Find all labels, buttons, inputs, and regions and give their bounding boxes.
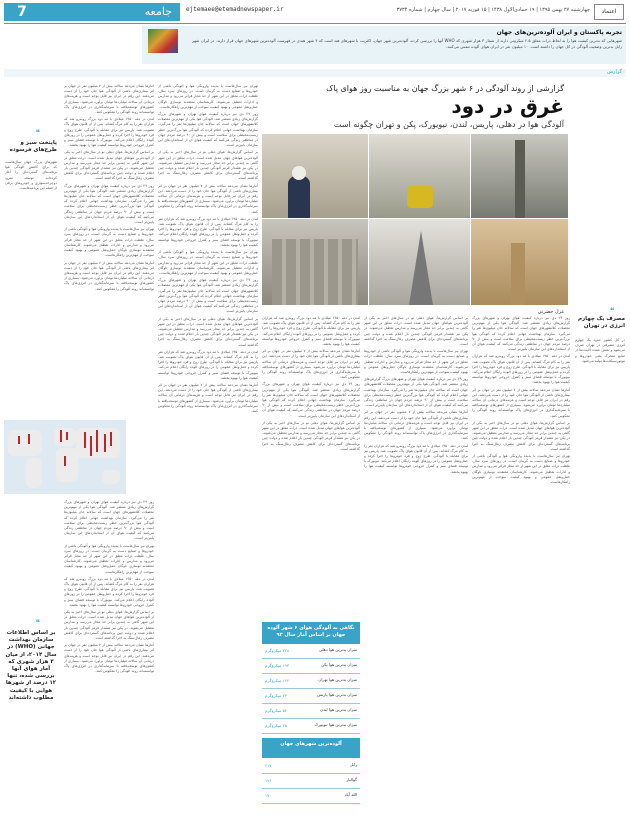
masked-person-figure	[288, 176, 310, 218]
article-paragraph: تهران نیز سال‌هاست با پدیده وارونگی هوا و آلودگی ناشی از خودروها و صنایع دست به گریبان است. در روزهای سرد سال، غلظت ذرات معلق در این شهر از حد مجاز فراتر می‌رود و مدارس و ادارات تعطیل می‌شوند. کارشناسان معتقدند نوسازی ناوگان حمل‌ونقل عمومی و بهبود کیفیت سوخت از مهم‌ترین راهکارهاست.	[158, 84, 258, 109]
table-row	[262, 659, 360, 674]
map-land-australia	[102, 470, 120, 484]
article-paragraph: آمارها نشان می‌دهد سالانه بیش از ۷ میلیون نفر در جهان بر اثر بیماری‌های ناشی از آلودگی هوا جان خود را از دست می‌دهند. این رقم در ایران نیز قابل توجه است و هزینه‌های درمانی آن سالانه میلیاردها تومان برآورد می‌شود. بسیاری از کشورهای توسعه‌یافته با سرمایه‌گذاری در انرژی‌های پاک توانسته‌اند روند آلودگی را معکوس کنند.	[262, 349, 360, 380]
table-row	[262, 719, 360, 734]
table-row	[262, 689, 360, 704]
map-marker	[64, 456, 66, 466]
left-sidebar-title: پایتخت سبز و طرح‌های فرسوده	[9, 140, 57, 153]
article-paragraph: روز ۲۹ دی نیز درباره کیفیت هوای تهران و شهرهای بزرگ گزارش‌های زیادی منتشر شد. آلودگی هوا یکی از مهم‌ترین معضلات کلانشهرهای جهان است که سالانه جان میلیون‌ها نفر را می‌گیرد. سازمان بهداشت جهانی اعلام کرده که آلودگی هوا بزرگ‌ترین خطر زیست‌محیطی برای سلامت است و بیش از ۹۰ درصد مردم جهان در مناطقی زندگی می‌کنند که کیفیت هوای آن از استانداردهای این سازمان پایین‌تر است.	[158, 278, 258, 314]
article-column-5	[64, 84, 154, 416]
photo-london	[471, 134, 568, 218]
article-paragraph: روز ۲۹ دی نیز درباره کیفیت هوای تهران و شهرهای بزرگ گزارش‌های زیادی منتشر شد. آلودگی هوا یکی از مهم‌ترین معضلات کلانشهرهای جهان است که سالانه جان میلیون‌ها نفر را می‌گیرد. سازمان بهداشت جهانی اعلام کرده که آلودگی هوا بزرگ‌ترین خطر زیست‌محیطی برای سلامت است و بیش از ۹۰ درصد مردم جهان در مناطقی زندگی می‌کنند که کیفیت هوای آن از استانداردهای این سازمان پایین‌تر است.	[262, 382, 360, 418]
photo-beijing	[262, 219, 368, 305]
article-paragraph: بر اساس گزارش‌ها، هوای دهلی نو در سال‌های اخیر به یکی از آلوده‌ترین هواهای جهان تبدیل شده است. ذرات معلق در این شهر گاهی به چندین برابر حد مجاز می‌رسد و مدارس تعطیل می‌شوند. در پکن نیز هشدار قرمز آلودگی چندین بار اعلام شده و دولت چین برنامه‌های گسترده‌ای برای کاهش مصرف زغال‌سنگ به اجرا گذاشته است.	[364, 316, 468, 347]
article-paragraph: تهران نیز سال‌هاست با پدیده وارونگی هوا و آلودگی ناشی از خودروها و صنایع دست به گریبان است. در روزهای سرد سال، غلظت ذرات معلق در این شهر از حد مجاز فراتر می‌رود و مدارس و ادارات تعطیل می‌شوند. کارشناسان معتقدند نوسازی ناوگان حمل‌ونقل عمومی و بهبود کیفیت سوخت از مهم‌ترین راهکارهاست.	[64, 227, 154, 258]
map-marker	[104, 434, 106, 452]
map-marker	[110, 432, 112, 446]
article-paragraph: تهران نیز سال‌هاست با پدیده وارونگی هوا و آلودگی ناشی از خودروها و صنایع دست به گریبان است. در روزهای سرد سال، غلظت ذرات معلق در این شهر از حد مجاز فراتر می‌رود و مدارس و ادارات تعطیل می‌شوند. کارشناسان معتقدند نوسازی ناوگان حمل‌ونقل عمومی و بهبود کیفیت سوخت از مهم‌ترین راهکارهاست.	[158, 250, 258, 275]
page-header	[0, 0, 630, 24]
map-land-asia	[76, 428, 120, 458]
photo-street	[369, 134, 470, 218]
section-label: گزارش	[606, 69, 622, 75]
map-marker	[90, 436, 92, 456]
article-headline: غرق در دود	[451, 94, 564, 118]
table-cell-value: ۲۱۷	[265, 763, 272, 768]
table-cell-label: زابل	[349, 762, 357, 767]
teaser-title: تجربه پاکستان و ایران آلوده‌ترین‌های جهان	[496, 29, 622, 36]
article-paragraph: آمارها نشان می‌دهد سالانه بیش از ۷ میلیون نفر در جهان بر اثر بیماری‌های ناشی از آلودگی هوا جان خود را از دست می‌دهند. این رقم در ایران نیز قابل توجه است و هزینه‌های درمانی آن سالانه میلیاردها تومان برآورد می‌شود. بسیاری از کشورهای توسعه‌یافته با سرمایه‌گذاری در انرژی‌های پاک توانسته‌اند روند آلودگی را معکوس کنند.	[158, 382, 258, 413]
article-paragraph: لندن در دهه ۱۹۵۰ میلادی با مه دود بزرگ روبه‌رو شد که هزاران نفر را به کام مرگ کشاند. پس از آن قانون هوای پاک تصویب شد. پاریس نیز برای مقابله با آلودگی، طرح زوج و فرد خودروها را اجرا کرده و حمل‌ونقل عمومی را در روزهای آلوده رایگان اعلام می‌کند. نیویورک با توسعه فضای سبز و کنترل خروجی خودروها توانسته کیفیت هوا را بهبود بخشد.	[158, 349, 258, 380]
table-cell-label: گوالیار	[346, 777, 357, 782]
table-title: نگاهی به آلودگی هوای ۶ شهر آلوده جهان بر اساس آمار سال ۹۳	[262, 622, 360, 644]
left-sidebar-text: شهرهای بزرگ جهان سال‌هاست که برای کاهش آلودگی هوا برنامه‌های گسترده‌ای را آغاز کرده‌اند. توسعه مترو، دوچرخه‌سواری و خودروهای برقی از جمله این برنامه‌هاست.	[5, 160, 57, 191]
map-land-americas-north	[8, 430, 42, 456]
article-paragraph: بر اساس گزارش‌ها، هوای دهلی نو در سال‌های اخیر به یکی از آلوده‌ترین هواهای جهان تبدیل شده است. ذرات معلق در این شهر گاهی به چندین برابر حد مجاز می‌رسد و مدارس تعطیل می‌شوند. در پکن نیز هشدار قرمز آلودگی چندین بار اعلام شده و دولت چین برنامه‌های گسترده‌ای برای کاهش مصرف زغال‌سنگ به اجرا گذاشته است.	[158, 316, 258, 347]
map-marker	[18, 436, 20, 444]
map-marker	[60, 430, 62, 442]
left-sidebar-box	[4, 128, 60, 280]
table-cell-label: میزان بدترین هوا لندن	[320, 707, 357, 712]
quote-icon: ❝	[35, 128, 40, 137]
table-row	[262, 674, 360, 689]
article-paragraph: تهران نیز سال‌هاست با پدیده وارونگی هوا و آلودگی ناشی از خودروها و صنایع دست به گریبان است. در روزهای سرد سال، غلظت ذرات معلق در این شهر از حد مجاز فراتر می‌رود و مدارس و ادارات تعطیل می‌شوند. کارشناسان معتقدند نوسازی ناوگان حمل‌ونقل عمومی و بهبود کیفیت سوخت از مهم‌ترین راهکارهاست.	[64, 543, 154, 574]
big-ben-shape	[515, 140, 525, 218]
article-subtitle: آلودگی هوا در دهلی، پاریس، لندن، نیویورک، پکن و تهران چگونه است	[333, 120, 564, 129]
article-paragraph: بر اساس گزارش‌ها، هوای دهلی نو در سال‌های اخیر به یکی از آلوده‌ترین هواهای جهان تبدیل شده است. ذرات معلق در این شهر گاهی به چندین برابر حد مجاز می‌رسد و مدارس تعطیل می‌شوند. در پکن نیز هشدار قرمز آلودگی چندین بار اعلام شده و دولت چین برنامه‌های گسترده‌ای برای کاهش مصرف زغال‌سنگ به اجرا گذاشته است.	[64, 150, 154, 181]
newspaper-logo: اعتماد	[594, 4, 624, 20]
left-pull-quote	[4, 618, 60, 818]
article-kicker: گزارشی از روند آلودگی در ۶ شهر بزرگ جهان به مناسبت روز هوای پاک	[326, 84, 564, 93]
map-marker	[66, 432, 68, 440]
table-cell-label: میزان بدترین هوا نیویورک	[314, 722, 357, 727]
article-column-2	[364, 316, 468, 816]
section-name: جامعه	[40, 3, 180, 21]
article-paragraph: تهران نیز سال‌هاست با پدیده وارونگی هوا و آلودگی ناشی از خودروها و صنایع دست به گریبان است. در روزهای سرد سال، غلظت ذرات معلق در این شهر از حد مجاز فراتر می‌رود و مدارس و ادارات تعطیل می‌شوند. کارشناسان معتقدند نوسازی ناوگان حمل‌ونقل عمومی و بهبود کیفیت سوخت از مهم‌ترین راهکارهاست.	[472, 454, 570, 485]
article-paragraph: روز ۲۹ دی نیز درباره کیفیت هوای تهران و شهرهای بزرگ گزارش‌های زیادی منتشر شد. آلودگی هوا یکی از مهم‌ترین معضلات کلانشهرهای جهان است که سالانه جان میلیون‌ها نفر را می‌گیرد. سازمان بهداشت جهانی اعلام کرده که آلودگی هوا بزرگ‌ترین خطر زیست‌محیطی برای سلامت است و بیش از ۹۰ درصد مردم جهان در مناطقی زندگی می‌کنند که کیفیت هوای آن از استانداردهای این سازمان پایین‌تر است.	[472, 316, 570, 352]
quote-icon: ❝	[35, 618, 40, 627]
article-paragraph: روز ۲۹ دی نیز درباره کیفیت هوای تهران و شهرهای بزرگ گزارش‌های زیادی منتشر شد. آلودگی هوا یکی از مهم‌ترین معضلات کلانشهرهای جهان است که سالانه جان میلیون‌ها نفر را می‌گیرد. سازمان بهداشت جهانی اعلام کرده که آلودگی هوا بزرگ‌ترین خطر زیست‌محیطی برای سلامت است و بیش از ۹۰ درصد مردم جهان در مناطقی زندگی می‌کنند که کیفیت هوای آن از استانداردهای این سازمان پایین‌تر است.	[64, 183, 154, 225]
quote-icon: ❝	[610, 306, 615, 315]
pollution-table	[262, 622, 360, 818]
map-marker	[28, 434, 30, 444]
table-cell-value: ۱۷۰	[265, 793, 272, 798]
article-column-1	[472, 316, 570, 816]
map-land-europe	[54, 428, 76, 446]
table-cell-value: ۷۳ میکروگرم	[265, 693, 287, 698]
map-marker	[84, 432, 86, 448]
page-number: 7	[4, 3, 40, 21]
article-paragraph: روز ۲۹ دی نیز درباره کیفیت هوای تهران و شهرهای بزرگ گزارش‌های زیادی منتشر شد. آلودگی هوا یکی از مهم‌ترین معضلات کلانشهرهای جهان است که سالانه جان میلیون‌ها نفر را می‌گیرد. سازمان بهداشت جهانی اعلام کرده که آلودگی هوا بزرگ‌ترین خطر زیست‌محیطی برای سلامت است و بیش از ۹۰ درصد مردم جهان در مناطقی زندگی می‌کنند که کیفیت هوای آن از استانداردهای این سازمان پایین‌تر است.	[158, 112, 258, 148]
photo-paris	[369, 219, 470, 305]
mask-face	[292, 166, 306, 180]
article-paragraph: تهران نیز سال‌هاست با پدیده وارونگی هوا و آلودگی ناشی از خودروها و صنایع دست به گریبان است. در روزهای سرد سال، غلظت ذرات معلق در این شهر از حد مجاز فراتر می‌رود و مدارس و ادارات تعطیل می‌شوند. کارشناسان معتقدند نوسازی ناوگان حمل‌ونقل عمومی و بهبود کیفیت سوخت از مهم‌ترین راهکارهاست.	[364, 349, 468, 375]
article-paragraph: روز ۲۹ دی نیز درباره کیفیت هوای تهران و شهرهای بزرگ گزارش‌های زیادی منتشر شد. آلودگی هوا یکی از مهم‌ترین معضلات کلانشهرهای جهان است که سالانه جان میلیون‌ها نفر را می‌گیرد. سازمان بهداشت جهانی اعلام کرده که آلودگی هوا بزرگ‌ترین خطر زیست‌محیطی برای سلامت است و بیش از ۹۰ درصد مردم جهان در مناطقی زندگی می‌کنند که کیفیت هوای آن از استانداردهای این سازمان پایین‌تر است.	[64, 500, 154, 541]
article-paragraph: بر اساس گزارش‌ها، هوای دهلی نو در سال‌های اخیر به یکی از آلوده‌ترین هواهای جهان تبدیل شده است. ذرات معلق در این شهر گاهی به چندین برابر حد مجاز می‌رسد و مدارس تعطیل می‌شوند. در پکن نیز هشدار قرمز آلودگی چندین بار اعلام شده و دولت چین برنامه‌های گسترده‌ای برای کاهش مصرف زغال‌سنگ به اجرا گذاشته است.	[64, 610, 154, 641]
article-paragraph: آمارها نشان می‌دهد سالانه بیش از ۷ میلیون نفر در جهان بر اثر بیماری‌های ناشی از آلودگی هوا جان خود را از دست می‌دهند. این رقم در ایران نیز قابل توجه است و هزینه‌های درمانی آن سالانه میلیاردها تومان برآورد می‌شود. بسیاری از کشورهای توسعه‌یافته با سرمایه‌گذاری در انرژی‌های پاک توانسته‌اند روند آلودگی را معکوس کنند.	[158, 183, 258, 214]
table-cell-label: میزان بدترین هوا پکن	[321, 662, 357, 667]
table-cell-value: ۴۵ میکروگرم	[265, 723, 287, 728]
teaser-box	[142, 26, 626, 64]
table-cell-value: ۵۲ میکروگرم	[265, 708, 287, 713]
table-row	[262, 789, 360, 804]
right-sidebar-title: مصرف یک چهارم انرژی در تهران	[577, 316, 625, 329]
article-paragraph: لندن در دهه ۱۹۵۰ میلادی با مه دود بزرگ روبه‌رو شد که هزاران نفر را به کام مرگ کشاند. پس از آن قانون هوای پاک تصویب شد. پاریس نیز برای مقابله با آلودگی، طرح زوج و فرد خودروها را اجرا کرده و حمل‌ونقل عمومی را در روزهای آلوده رایگان اعلام می‌کند. نیویورک با توسعه فضای سبز و کنترل خروجی خودروها توانسته کیفیت هوا را بهبود بخشد.	[364, 443, 468, 474]
article-paragraph: آمارها نشان می‌دهد سالانه بیش از ۷ میلیون نفر در جهان بر اثر بیماری‌های ناشی از آلودگی هوا جان خود را از دست می‌دهند. این رقم در ایران نیز قابل توجه است و هزینه‌های درمانی آن سالانه میلیاردها تومان برآورد می‌شود. بسیاری از کشورهای توسعه‌یافته با سرمایه‌گذاری در انرژی‌های پاک توانسته‌اند روند آلودگی را معکوس کنند.	[364, 410, 468, 441]
table-cell-value: ۲۲۸ میکروگرم	[265, 648, 290, 653]
rickshaw-shape	[407, 186, 433, 208]
map-marker	[96, 430, 98, 452]
article-paragraph: لندن در دهه ۱۹۵۰ میلادی با مه دود بزرگ روبه‌رو شد که هزاران نفر را به کام مرگ کشاند. پس از آن قانون هوای پاک تصویب شد. پاریس نیز برای مقابله با آلودگی، طرح زوج و فرد خودروها را اجرا کرده و حمل‌ونقل عمومی را در روزهای آلوده رایگان اعلام می‌کند. نیویورک با توسعه فضای سبز و کنترل خروجی خودروها توانسته کیفیت هوا را بهبود بخشد.	[64, 117, 154, 148]
table-row	[262, 644, 360, 659]
article-byline: غزل حضرتی	[537, 309, 564, 315]
article-paragraph: بر اساس گزارش‌ها، هوای دهلی نو در سال‌های اخیر به یکی از آلوده‌ترین هواهای جهان تبدیل شده است. ذرات معلق در این شهر گاهی به چندین برابر حد مجاز می‌رسد و مدارس تعطیل می‌شوند. در پکن نیز هشدار قرمز آلودگی چندین بار اعلام شده و دولت چین برنامه‌های گسترده‌ای برای کاهش مصرف زغال‌سنگ به اجرا گذاشته است.	[158, 150, 258, 181]
header-rule	[4, 23, 626, 24]
photo-tehran	[471, 219, 568, 305]
pull-quote-text: بر اساس اطلاعات سازمان بهداشت جهانی (WHO) در سال ۲۰۱۴، از میان ۳ هزار شهری که آمار هوای آنها بررسی شده، تنها ۱۲ درصد از شهرها هوایی با کیفیت مطلوب داشته‌اند	[5, 630, 57, 701]
table-cell-label: میزان بدترین هوا دهلی	[319, 647, 357, 652]
world-pollution-map	[4, 420, 126, 494]
article-paragraph: آمارها نشان می‌دهد سالانه بیش از ۷ میلیون نفر در جهان بر اثر بیماری‌های ناشی از آلودگی هوا جان خود را از دست می‌دهند. این رقم در ایران نیز قابل توجه است و هزینه‌های درمانی آن سالانه میلیاردها تومان برآورد می‌شود. بسیاری از کشورهای توسعه‌یافته با سرمایه‌گذاری در انرژی‌های پاک توانسته‌اند روند آلودگی را معکوس کنند.	[472, 387, 570, 418]
table-subtitle: آلوده‌ترین شهرهای جهان	[262, 738, 360, 758]
table-cell-label: میزان بدترین هوا پاریس	[317, 692, 357, 697]
article-paragraph: لندن در دهه ۱۹۵۰ میلادی با مه دود بزرگ روبه‌رو شد که هزاران نفر را به کام مرگ کشاند. پس از آن قانون هوای پاک تصویب شد. پاریس نیز برای مقابله با آلودگی، طرح زوج و فرد خودروها را اجرا کرده و حمل‌ونقل عمومی را در روزهای آلوده رایگان اعلام می‌کند. نیویورک با توسعه فضای سبز و کنترل خروجی خودروها توانسته کیفیت هوا را بهبود بخشد.	[472, 354, 570, 385]
map-land-africa	[56, 448, 78, 482]
article-paragraph: آمارها نشان می‌دهد سالانه بیش از ۷ میلیون نفر در جهان بر اثر بیماری‌های ناشی از آلودگی هوا جان خود را از دست می‌دهند. این رقم در ایران نیز قابل توجه است و هزینه‌های درمانی آن سالانه میلیاردها تومان برآورد می‌شود. بسیاری از کشورهای توسعه‌یافته با سرمایه‌گذاری در انرژی‌های پاک توانسته‌اند روند آلودگی را معکوس کنند.	[64, 84, 154, 115]
table-cell-label: الله آباد	[344, 792, 357, 797]
table-cell-label: میزان بدترین هوا تهران	[318, 677, 357, 682]
section-label-bar	[4, 69, 626, 77]
teaser-text: شهرهایی که بدترین کیفیت هوا را به لحاظ ذرات معلق ۲.۵ میکرونی دارند از شمار ۳ هزار شهری که WHO آنها را بررسی کرده، آلوده‌ترین شهر جهان، اکثریت با شهرهای هند است که ۴ شهر هندی در فهرست آلوده‌ترین شهرهای جهان قرار دارند. در ایران شهر زابل بدترین وضعیت آلودگی در کل جهان را داشته است. ۱۰ میلیون نفر در ایران هوای آلوده تنفس می‌کنند.	[192, 38, 622, 49]
table-cell-value: ۱۷۶	[265, 778, 272, 783]
article-paragraph: لندن در دهه ۱۹۵۰ میلادی با مه دود بزرگ روبه‌رو شد که هزاران نفر را به کام مرگ کشاند. پس از آن قانون هوای پاک تصویب شد. پاریس نیز برای مقابله با آلودگی، طرح زوج و فرد خودروها را اجرا کرده و حمل‌ونقل عمومی را در روزهای آلوده رایگان اعلام می‌کند. نیویورک با توسعه فضای سبز و کنترل خروجی خودروها توانسته کیفیت هوا را بهبود بخشد.	[64, 576, 154, 607]
article-paragraph: لندن در دهه ۱۹۵۰ میلادی با مه دود بزرگ روبه‌رو شد که هزاران نفر را به کام مرگ کشاند. پس از آن قانون هوای پاک تصویب شد. پاریس نیز برای مقابله با آلودگی، طرح زوج و فرد خودروها را اجرا کرده و حمل‌ونقل عمومی را در روزهای آلوده رایگان اعلام می‌کند. نیویورک با توسعه فضای سبز و کنترل خروجی خودروها توانسته کیفیت هوا را بهبود بخشد.	[158, 216, 258, 247]
article-column-3	[262, 316, 360, 618]
table-row	[262, 759, 360, 774]
article-paragraph: بر اساس گزارش‌ها، هوای دهلی نو در سال‌های اخیر به یکی از آلوده‌ترین هواهای جهان تبدیل شده است. ذرات معلق در این شهر گاهی به چندین برابر حد مجاز می‌رسد و مدارس تعطیل می‌شوند. در پکن نیز هشدار قرمز آلودگی چندین بار اعلام شده و دولت چین برنامه‌های گسترده‌ای برای کاهش مصرف زغال‌سنگ به اجرا گذاشته است.	[262, 420, 360, 451]
article-paragraph: بر اساس گزارش‌ها، هوای دهلی نو در سال‌های اخیر به یکی از آلوده‌ترین هواهای جهان تبدیل شده است. ذرات معلق در این شهر گاهی به چندین برابر حد مجاز می‌رسد و مدارس تعطیل می‌شوند. در پکن نیز هشدار قرمز آلودگی چندین بار اعلام شده و دولت چین برنامه‌های گسترده‌ای برای کاهش مصرف زغال‌سنگ به اجرا گذاشته است.	[472, 420, 570, 451]
article-paragraph: لندن در دهه ۱۹۵۰ میلادی با مه دود بزرگ روبه‌رو شد که هزاران نفر را به کام مرگ کشاند. پس از آن قانون هوای پاک تصویب شد. پاریس نیز برای مقابله با آلودگی، طرح زوج و فرد خودروها را اجرا کرده و حمل‌ونقل عمومی را در روزهای آلوده رایگان اعلام می‌کند. نیویورک با توسعه فضای سبز و کنترل خروجی خودروها توانسته کیفیت هوا را بهبود بخشد.	[262, 316, 360, 347]
table-row	[262, 774, 360, 789]
azadi-tower-shape	[511, 243, 525, 305]
table-cell-value: ۱۹۳ میکروگرم	[265, 663, 290, 668]
article-column-6	[64, 500, 154, 816]
right-sidebar-text: در کل کشور حدود یک چهارم انرژی مصرفی در تهران صرف می‌شود و بخش عمده آلاینده‌ها از منابع متحرک یعنی خودروها و موتورسیکلت‌ها تولید می‌شود.	[575, 338, 625, 363]
section-email[interactable]: ejtemaee@etemadnewspaper.ir	[186, 6, 284, 13]
article-paragraph: آمارها نشان می‌دهد سالانه بیش از ۷ میلیون نفر در جهان بر اثر بیماری‌های ناشی از آلودگی هوا جان خود را از دست می‌دهند. این رقم در ایران نیز قابل توجه است و هزینه‌های درمانی آن سالانه میلیاردها تومان برآورد می‌شود. بسیاری از کشورهای توسعه‌یافته با سرمایه‌گذاری در انرژی‌های پاک توانسته‌اند روند آلودگی را معکوس کنند.	[64, 643, 154, 674]
article-column-4	[158, 84, 258, 816]
map-land-americas-south	[26, 458, 42, 488]
eiffel-tower-shape	[409, 231, 433, 305]
table-cell-value: ۱۲۲ میکروگرم	[265, 678, 290, 683]
issue-line: چهارشنبه ۲۷ بهمن ۱۳۹۵ | ۱۹ جمادی‌الاول ۱۴۳۸ | ۱۵ فوریه ۲۰۱۷ | سال چهارم | شماره ۳۷۳۴	[396, 7, 590, 13]
buildings-shape	[272, 239, 358, 305]
photo-delhi	[262, 134, 368, 218]
article-paragraph: روز ۲۹ دی نیز درباره کیفیت هوای تهران و شهرهای بزرگ گزارش‌های زیادی منتشر شد. آلودگی هوا یکی از مهم‌ترین معضلات کلانشهرهای جهان است که سالانه جان میلیون‌ها نفر را می‌گیرد. سازمان بهداشت جهانی اعلام کرده که آلودگی هوا بزرگ‌ترین خطر زیست‌محیطی برای سلامت است و بیش از ۹۰ درصد مردم جهان در مناطقی زندگی می‌کنند که کیفیت هوای آن از استانداردهای این سازمان پایین‌تر است.	[364, 377, 468, 408]
world-map-thumbnail	[148, 29, 178, 53]
right-sidebar-box	[572, 306, 628, 448]
article-paragraph: آمارها نشان می‌دهد سالانه بیش از ۷ میلیون نفر در جهان بر اثر بیماری‌های ناشی از آلودگی هوا جان خود را از دست می‌دهند. این رقم در ایران نیز قابل توجه است و هزینه‌های درمانی آن سالانه میلیاردها تومان برآورد می‌شود. بسیاری از کشورهای توسعه‌یافته با سرمایه‌گذاری در انرژی‌های پاک توانسته‌اند روند آلودگی را معکوس کنند.	[64, 260, 154, 291]
table-row	[262, 704, 360, 719]
